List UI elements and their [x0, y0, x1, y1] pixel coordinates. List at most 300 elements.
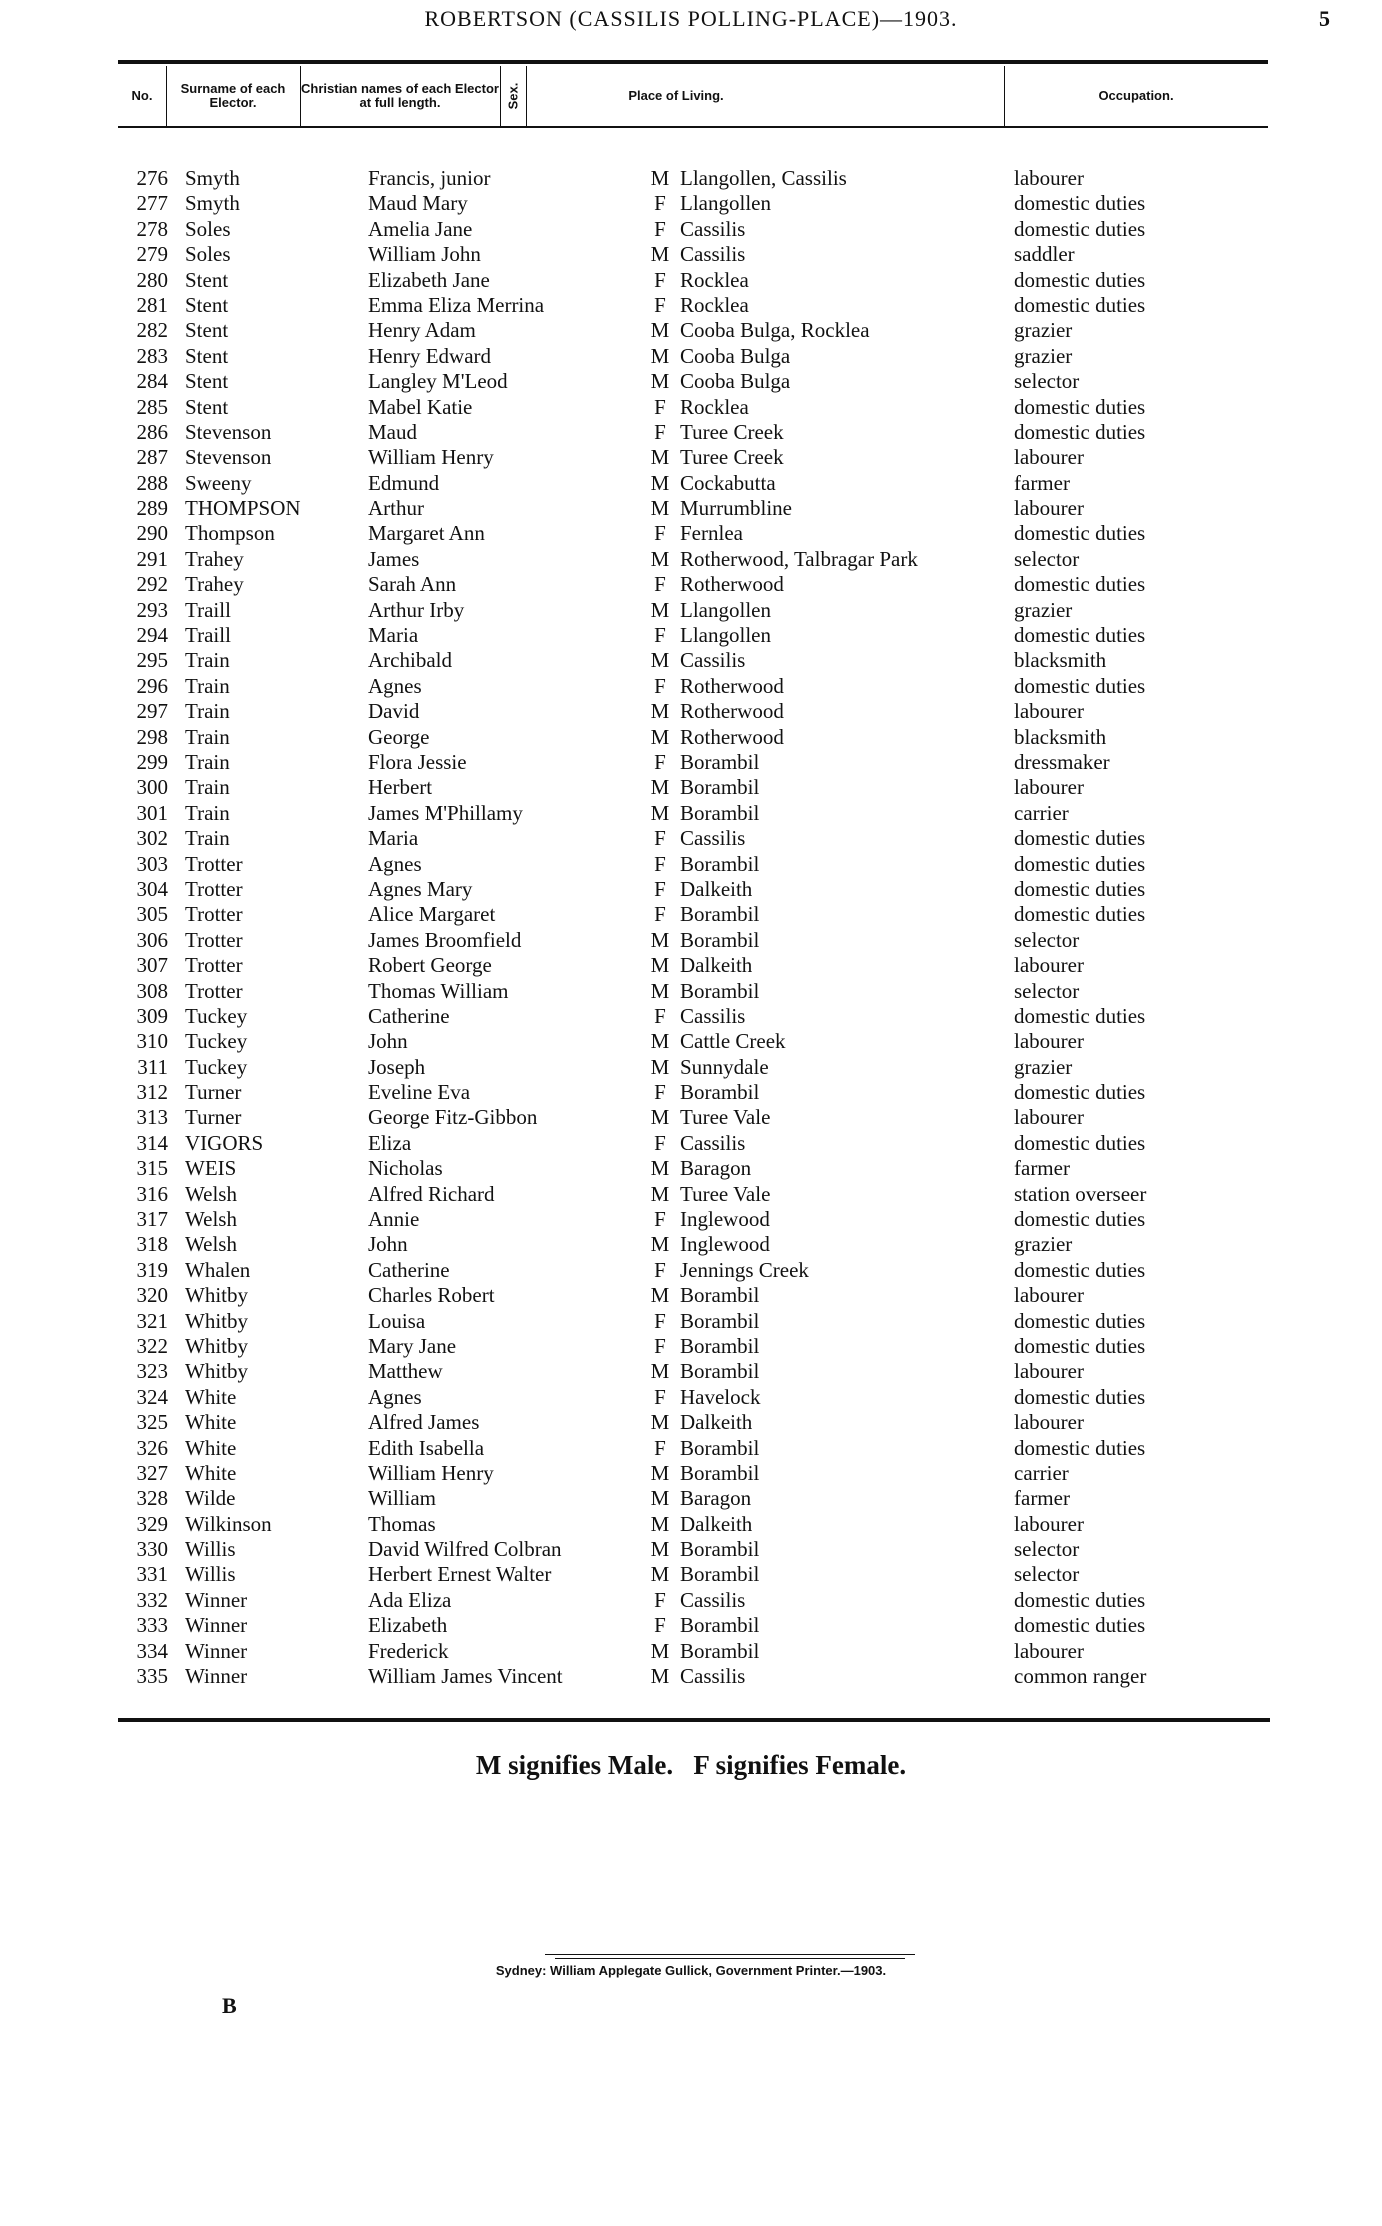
elector-occupation: domestic duties: [1014, 1613, 1146, 1638]
elector-sex: M: [650, 1029, 670, 1054]
elector-sex: F: [654, 419, 666, 444]
elector-sex: F: [654, 1257, 666, 1282]
elector-place-of-living: Cassilis: [680, 1130, 746, 1155]
elector-occupation: station overseer: [1014, 1181, 1147, 1206]
elector-occupation: labourer: [1014, 445, 1084, 470]
elector-christian-names: Eveline Eva: [368, 1080, 471, 1105]
elector-occupation: domestic duties: [1014, 267, 1146, 292]
table-row: [0, 1486, 1382, 1511]
elector-number: 296: [136, 673, 168, 698]
elector-surname: Stent: [185, 343, 229, 368]
elector-place-of-living: Dalkeith: [680, 1511, 753, 1536]
elector-christian-names: William James Vincent: [368, 1664, 563, 1689]
elector-christian-names: Thomas: [368, 1511, 436, 1536]
elector-occupation: farmer: [1014, 1156, 1070, 1181]
elector-occupation: domestic duties: [1014, 1435, 1146, 1460]
elector-christian-names: Thomas William: [368, 978, 509, 1003]
elector-surname: Sweeny: [185, 470, 252, 495]
elector-number: 323: [136, 1359, 168, 1384]
elector-surname: Whitby: [185, 1359, 248, 1384]
elector-surname: White: [185, 1460, 237, 1485]
elector-surname: Welsh: [185, 1207, 237, 1232]
elector-place-of-living: Cassilis: [680, 648, 746, 673]
elector-place-of-living: Turee Vale: [680, 1105, 771, 1130]
elector-occupation: labourer: [1014, 1410, 1084, 1435]
table-row: [0, 1410, 1382, 1435]
table-row: [0, 725, 1382, 750]
elector-occupation: domestic duties: [1014, 1587, 1146, 1612]
table-row: [0, 775, 1382, 800]
elector-surname: Train: [185, 648, 230, 673]
elector-place-of-living: Rotherwood: [680, 673, 784, 698]
elector-sex: M: [650, 1054, 670, 1079]
elector-surname: Traill: [185, 623, 231, 648]
elector-surname: Willis: [185, 1562, 236, 1587]
elector-occupation: blacksmith: [1014, 648, 1107, 673]
elector-christian-names: Ada Eliza: [368, 1587, 452, 1612]
elector-occupation: domestic duties: [1014, 673, 1146, 698]
elector-sex: M: [650, 343, 670, 368]
elector-sex: M: [650, 724, 670, 749]
elector-sex: M: [650, 953, 670, 978]
elector-number: 315: [136, 1156, 168, 1181]
elector-surname: Traill: [185, 597, 231, 622]
elector-sex: M: [650, 546, 670, 571]
elector-place-of-living: Dalkeith: [680, 876, 753, 901]
elector-number: 328: [136, 1486, 168, 1511]
elector-surname: Whitby: [185, 1333, 248, 1358]
elector-christian-names: Elizabeth Jane: [368, 267, 490, 292]
elector-christian-names: Amelia Jane: [368, 216, 473, 241]
elector-surname: Welsh: [185, 1181, 237, 1206]
elector-occupation: grazier: [1014, 1232, 1073, 1257]
elector-occupation: labourer: [1014, 1029, 1084, 1054]
elector-occupation: common ranger: [1014, 1664, 1147, 1689]
sex-legend: M signifies Male. F signifies Female.: [475, 1750, 907, 1780]
elector-christian-names: Maud Mary: [368, 191, 468, 216]
elector-place-of-living: Rotherwood, Talbragar Park: [680, 546, 918, 571]
elector-surname: Stent: [185, 318, 229, 343]
table-row: [0, 166, 1382, 191]
elector-occupation: selector: [1014, 978, 1080, 1003]
elector-number: 287: [136, 445, 168, 470]
elector-sex: F: [654, 267, 666, 292]
elector-sex: F: [654, 216, 666, 241]
elector-sex: M: [650, 166, 670, 190]
table-row: [0, 1309, 1382, 1334]
table-row: [0, 1385, 1382, 1410]
elector-christian-names: Henry Adam: [368, 318, 476, 343]
elector-christian-names: Alfred Richard: [368, 1181, 495, 1206]
elector-number: 311: [137, 1054, 168, 1079]
elector-surname: Winner: [185, 1664, 248, 1689]
elector-surname: Stevenson: [185, 419, 272, 444]
elector-occupation: grazier: [1014, 318, 1073, 343]
elector-sex: M: [650, 1105, 670, 1130]
elector-surname: Stent: [185, 394, 229, 419]
elector-number: 280: [136, 267, 168, 292]
elector-number: 325: [136, 1410, 168, 1435]
table-row: [0, 1461, 1382, 1486]
table-row: [0, 623, 1382, 648]
elector-number: 297: [136, 699, 168, 724]
elector-place-of-living: Rocklea: [680, 292, 749, 317]
elector-number: 320: [136, 1283, 168, 1308]
header-surname: Surname of each Elector.: [180, 81, 286, 110]
table-row: [0, 801, 1382, 826]
elector-sex: M: [650, 1410, 670, 1435]
table-row: [0, 1537, 1382, 1562]
elector-christian-names: Agnes: [368, 851, 422, 876]
elector-number: 303: [136, 851, 168, 876]
elector-place-of-living: Rocklea: [680, 267, 749, 292]
elector-occupation: domestic duties: [1014, 572, 1146, 597]
elector-sex: F: [654, 749, 666, 774]
elector-christian-names: Mabel Katie: [368, 394, 473, 419]
elector-occupation: selector: [1014, 369, 1080, 394]
elector-christian-names: William: [368, 1486, 436, 1511]
table-row: [0, 902, 1382, 927]
elector-occupation: domestic duties: [1014, 292, 1146, 317]
elector-occupation: labourer: [1014, 953, 1084, 978]
elector-sex: M: [650, 800, 670, 825]
elector-surname: Soles: [185, 216, 231, 241]
elector-christian-names: Margaret Ann: [368, 521, 485, 546]
elector-surname: Smyth: [185, 191, 240, 216]
elector-surname: Train: [185, 673, 230, 698]
table-row: [0, 1232, 1382, 1257]
elector-place-of-living: Borambil: [680, 1613, 760, 1638]
elector-number: 333: [136, 1613, 168, 1638]
elector-christian-names: Francis, junior: [368, 166, 491, 190]
elector-place-of-living: Cassilis: [680, 1587, 746, 1612]
header-bottom-rule: [118, 126, 1268, 128]
table-row: [0, 395, 1382, 420]
table-row: [0, 547, 1382, 572]
elector-place-of-living: Llangollen: [680, 597, 771, 622]
elector-christian-names: Frederick: [368, 1638, 449, 1663]
elector-occupation: domestic duties: [1014, 1308, 1146, 1333]
elector-occupation: domestic duties: [1014, 1384, 1146, 1409]
table-row: [0, 496, 1382, 521]
table-row: [0, 1080, 1382, 1105]
elector-place-of-living: Turee Creek: [680, 419, 784, 444]
elector-christian-names: David Wilfred Colbran: [368, 1537, 562, 1562]
table-row: [0, 1588, 1382, 1613]
elector-number: 293: [136, 597, 168, 622]
elector-occupation: labourer: [1014, 496, 1084, 521]
table-row: [0, 1664, 1382, 1689]
elector-christian-names: Eliza: [368, 1130, 412, 1155]
elector-place-of-living: Borambil: [680, 1638, 760, 1663]
table-row: [0, 1207, 1382, 1232]
elector-place-of-living: Jennings Creek: [680, 1257, 809, 1282]
elector-occupation: domestic duties: [1014, 1003, 1146, 1028]
elector-occupation: labourer: [1014, 775, 1084, 800]
elector-sex: F: [654, 623, 666, 648]
page-title: ROBERTSON (CASSILIS POLLING-PLACE)—1903.: [424, 6, 958, 31]
elector-occupation: domestic duties: [1014, 623, 1146, 648]
printer-imprint: Sydney: William Applegate Gullick, Government Printer.—1903.: [495, 1963, 887, 1978]
elector-place-of-living: Fernlea: [680, 521, 743, 546]
elector-christian-names: Robert George: [368, 953, 492, 978]
table-row: [0, 1156, 1382, 1181]
elector-occupation: labourer: [1014, 699, 1084, 724]
elector-christian-names: Alfred James: [368, 1410, 480, 1435]
elector-christian-names: David: [368, 699, 420, 724]
elector-sex: M: [650, 318, 670, 343]
elector-christian-names: James Broomfield: [368, 927, 522, 952]
table-row: [0, 1613, 1382, 1638]
elector-place-of-living: Cassilis: [680, 242, 746, 267]
elector-occupation: domestic duties: [1014, 521, 1146, 546]
elector-surname: Whitby: [185, 1308, 248, 1333]
elector-occupation: domestic duties: [1014, 1333, 1146, 1358]
elector-surname: Whitby: [185, 1283, 248, 1308]
elector-number: 278: [136, 216, 168, 241]
elector-sex: F: [654, 876, 666, 901]
elector-christian-names: Herbert Ernest Walter: [368, 1562, 552, 1587]
elector-number: 304: [136, 876, 168, 901]
elector-surname: Turner: [185, 1105, 242, 1130]
elector-place-of-living: Borambil: [680, 927, 760, 952]
elector-occupation: grazier: [1014, 1054, 1073, 1079]
elector-occupation: grazier: [1014, 597, 1073, 622]
elector-sex: M: [650, 597, 670, 622]
elector-christian-names: Maud: [368, 419, 417, 444]
elector-place-of-living: Dalkeith: [680, 1410, 753, 1435]
elector-place-of-living: Rocklea: [680, 394, 749, 419]
table-row: [0, 953, 1382, 978]
elector-place-of-living: Cassilis: [680, 1003, 746, 1028]
elector-place-of-living: Borambil: [680, 1080, 760, 1105]
elector-sex: M: [650, 1664, 670, 1689]
elector-surname: WEIS: [185, 1156, 237, 1181]
table-row: [0, 445, 1382, 470]
table-row: [0, 674, 1382, 699]
elector-place-of-living: Borambil: [680, 1359, 760, 1384]
elector-christian-names: Catherine: [368, 1257, 450, 1282]
elector-christian-names: John: [368, 1029, 408, 1054]
elector-sex: F: [654, 191, 666, 216]
elector-place-of-living: Borambil: [680, 902, 760, 927]
elector-christian-names: Flora Jessie: [368, 749, 467, 774]
elector-christian-names: Maria: [368, 623, 419, 648]
table-row: [0, 648, 1382, 673]
elector-sex: F: [654, 1384, 666, 1409]
header-occupation: Occupation.: [1098, 88, 1174, 103]
elector-occupation: labourer: [1014, 166, 1084, 190]
elector-occupation: grazier: [1014, 343, 1073, 368]
elector-christian-names: Edmund: [368, 470, 440, 495]
elector-sex: M: [650, 1181, 670, 1206]
table-row: [0, 1639, 1382, 1664]
table-bottom-rule: [118, 1718, 1270, 1722]
elector-surname: Trotter: [185, 902, 243, 927]
elector-sex: M: [650, 496, 670, 521]
elector-number: 276: [136, 166, 168, 190]
elector-christian-names: William Henry: [368, 1460, 494, 1485]
elector-sex: F: [654, 572, 666, 597]
table-row: [0, 1004, 1382, 1029]
table-row: [0, 699, 1382, 724]
elector-surname: Train: [185, 724, 230, 749]
elector-number: 279: [136, 242, 168, 267]
elector-number: 329: [136, 1511, 168, 1536]
elector-place-of-living: Cooba Bulga: [680, 343, 791, 368]
table-row: [0, 1182, 1382, 1207]
elector-surname: Stevenson: [185, 445, 272, 470]
elector-number: 300: [136, 775, 168, 800]
elector-occupation: saddler: [1014, 242, 1075, 267]
elector-sex: M: [650, 1638, 670, 1663]
elector-sex: M: [650, 1156, 670, 1181]
elector-surname: Train: [185, 826, 230, 851]
printer-rule: [545, 1954, 915, 1955]
elector-number: 289: [136, 496, 168, 521]
elector-occupation: domestic duties: [1014, 1130, 1146, 1155]
elector-occupation: carrier: [1014, 1460, 1069, 1485]
elector-number: 318: [136, 1232, 168, 1257]
elector-sex: F: [654, 292, 666, 317]
elector-surname: Trahey: [185, 572, 244, 597]
elector-christian-names: James M'Phillamy: [368, 800, 523, 825]
elector-number: 308: [136, 978, 168, 1003]
elector-number: 291: [136, 546, 168, 571]
elector-place-of-living: Cassilis: [680, 1664, 746, 1689]
elector-sex: M: [650, 1283, 670, 1308]
elector-christian-names: George Fitz-Gibbon: [368, 1105, 538, 1130]
elector-sex: F: [654, 1080, 666, 1105]
elector-occupation: labourer: [1014, 1359, 1084, 1384]
table-row: [0, 1334, 1382, 1359]
elector-christian-names: William John: [368, 242, 481, 267]
elector-number: 285: [136, 394, 168, 419]
elector-christian-names: Catherine: [368, 1003, 450, 1028]
elector-occupation: selector: [1014, 927, 1080, 952]
table-row: [0, 242, 1382, 267]
elector-sex: M: [650, 470, 670, 495]
elector-christian-names: Maria: [368, 826, 419, 851]
signature-mark: B: [222, 1993, 237, 2018]
table-row: [0, 1359, 1382, 1384]
table-row: [0, 1562, 1382, 1587]
elector-number: 301: [136, 800, 168, 825]
table-row: [0, 750, 1382, 775]
elector-sex: F: [654, 673, 666, 698]
elector-place-of-living: Baragon: [680, 1156, 752, 1181]
elector-christian-names: Mary Jane: [368, 1333, 457, 1358]
elector-christian-names: Charles Robert: [368, 1283, 495, 1308]
elector-sex: M: [650, 1359, 670, 1384]
elector-surname: Tuckey: [185, 1054, 248, 1079]
table-row: [0, 217, 1382, 242]
elector-occupation: domestic duties: [1014, 419, 1146, 444]
header-no: No.: [131, 88, 153, 103]
elector-christian-names: William Henry: [368, 445, 494, 470]
elector-sex: M: [650, 1486, 670, 1511]
table-row: [0, 928, 1382, 953]
elector-occupation: domestic duties: [1014, 1080, 1146, 1105]
elector-place-of-living: Inglewood: [680, 1232, 770, 1257]
elector-occupation: blacksmith: [1014, 724, 1107, 749]
elector-place-of-living: Llangollen: [680, 191, 771, 216]
table-row: [0, 826, 1382, 851]
elector-place-of-living: Cassilis: [680, 216, 746, 241]
elector-number: 312: [136, 1080, 168, 1105]
elector-place-of-living: Borambil: [680, 1283, 760, 1308]
elector-place-of-living: Turee Creek: [680, 445, 784, 470]
elector-place-of-living: Borambil: [680, 1460, 760, 1485]
table-row: [0, 420, 1382, 445]
elector-sex: F: [654, 1435, 666, 1460]
table-row: [0, 852, 1382, 877]
table-row: [0, 979, 1382, 1004]
elector-christian-names: Sarah Ann: [368, 572, 457, 597]
elector-sex: M: [650, 1232, 670, 1257]
elector-place-of-living: Rotherwood: [680, 572, 784, 597]
elector-surname: Train: [185, 749, 230, 774]
table-row: [0, 1283, 1382, 1308]
elector-number: 302: [136, 826, 168, 851]
elector-place-of-living: Borambil: [680, 1333, 760, 1358]
elector-christian-names: Agnes Mary: [368, 876, 473, 901]
elector-place-of-living: Cockabutta: [680, 470, 776, 495]
header-christian-names: Christian names of each Elector at full length.: [301, 81, 499, 110]
elector-occupation: dressmaker: [1014, 749, 1110, 774]
elector-christian-names: Agnes: [368, 1384, 422, 1409]
elector-occupation: labourer: [1014, 1511, 1084, 1536]
elector-surname: White: [185, 1384, 237, 1409]
elector-christian-names: Edith Isabella: [368, 1435, 485, 1460]
printer-rule: [555, 1958, 905, 1959]
elector-sex: M: [650, 699, 670, 724]
elector-number: 299: [136, 749, 168, 774]
elector-occupation: domestic duties: [1014, 851, 1146, 876]
elector-occupation: domestic duties: [1014, 826, 1146, 851]
elector-christian-names: Alice Margaret: [368, 902, 496, 927]
table-row: [0, 191, 1382, 216]
elector-surname: Stent: [185, 267, 229, 292]
table-row: [0, 344, 1382, 369]
elector-number: 295: [136, 648, 168, 673]
table-row: [0, 1029, 1382, 1054]
elector-occupation: domestic duties: [1014, 902, 1146, 927]
elector-place-of-living: Turee Vale: [680, 1181, 771, 1206]
elector-place-of-living: Havelock: [680, 1384, 761, 1409]
elector-place-of-living: Borambil: [680, 1308, 760, 1333]
elector-occupation: farmer: [1014, 470, 1070, 495]
elector-number: 310: [136, 1029, 168, 1054]
elector-number: 316: [136, 1181, 168, 1206]
elector-place-of-living: Dalkeith: [680, 953, 753, 978]
elector-surname: Train: [185, 775, 230, 800]
table-row: [0, 598, 1382, 623]
elector-occupation: domestic duties: [1014, 1257, 1146, 1282]
elector-number: 277: [136, 191, 168, 216]
elector-christian-names: Annie: [368, 1207, 420, 1232]
elector-surname: Willis: [185, 1537, 236, 1562]
table-row: [0, 877, 1382, 902]
elector-place-of-living: Llangollen, Cassilis: [680, 166, 847, 190]
elector-surname: Tuckey: [185, 1003, 248, 1028]
elector-surname: Tuckey: [185, 1029, 248, 1054]
table-row: [0, 293, 1382, 318]
elector-sex: M: [650, 369, 670, 394]
table-row: [0, 318, 1382, 343]
table-row: [0, 1131, 1382, 1156]
elector-number: 288: [136, 470, 168, 495]
